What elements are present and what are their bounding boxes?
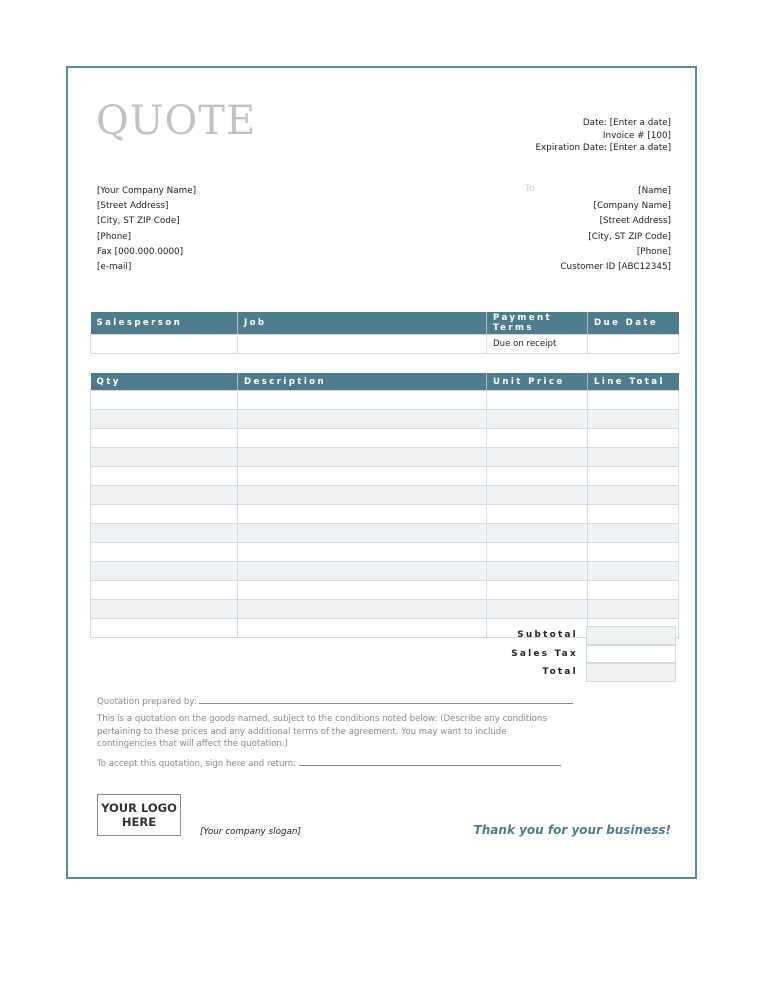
unit-price-cell[interactable] [487,562,588,581]
total-label: Total [542,667,578,678]
table-row [91,410,679,429]
header-payment-terms: Payment Terms [487,312,588,335]
unit-price-cell[interactable] [487,600,588,619]
sales-table-header [91,312,679,335]
description-cell[interactable] [238,391,487,410]
qty-cell[interactable] [91,600,238,619]
table-row [91,524,679,543]
table-row [91,391,679,410]
unit-price-cell[interactable] [487,524,588,543]
line-total-cell[interactable] [588,429,679,448]
table-row [91,562,679,581]
unit-price-cell[interactable] [487,505,588,524]
header-unit-price: Unit Price [487,373,588,391]
description-cell[interactable] [238,429,487,448]
company-city-field[interactable]: [City, ST ZIP Code] [97,216,180,227]
table-row [91,543,679,562]
unit-price-cell[interactable] [487,467,588,486]
prepared-by-label: Quotation prepared by: [97,697,197,707]
line-total-cell[interactable] [588,505,679,524]
header-job: Job [238,312,487,335]
qty-cell[interactable] [91,429,238,448]
accept-line [97,757,561,769]
qty-cell[interactable] [91,391,238,410]
line-total-cell[interactable] [588,448,679,467]
qty-cell[interactable] [91,467,238,486]
table-row [91,429,679,448]
sales-tax-value[interactable] [586,645,676,664]
quote-meta [535,117,671,155]
qty-cell[interactable] [91,562,238,581]
due-date-cell[interactable] [588,335,679,354]
description-cell[interactable] [238,410,487,429]
document-title: QUOTE [96,98,257,144]
description-cell[interactable] [238,524,487,543]
company-name-field[interactable]: [Your Company Name] [97,186,197,196]
unit-price-cell[interactable] [487,581,588,600]
line-total-cell[interactable] [588,543,679,562]
logo-placeholder[interactable] [97,794,181,836]
header-qty: Qty [91,373,238,391]
logo-text-line2: HERE [121,815,157,829]
description-cell[interactable] [238,581,487,600]
line-total-cell[interactable] [588,410,679,429]
totals-block [486,626,678,682]
items-table [90,373,679,641]
company-slogan[interactable]: [Your company slogan] [200,827,301,837]
description-cell[interactable] [238,562,487,581]
customer-phone-field[interactable]: [Phone] [636,246,671,257]
description-cell[interactable] [238,543,487,562]
customer-id-field[interactable]: Customer ID [ABC12345] [560,262,671,273]
company-street-field[interactable]: [Street Address] [97,201,169,212]
line-total-cell[interactable] [588,486,679,505]
table-row [91,486,679,505]
prepared-by-signature-line[interactable] [199,695,573,704]
sales-table [90,312,679,354]
qty-cell[interactable] [91,486,238,505]
customer-name-field[interactable]: [Name] [638,186,671,196]
table-row [91,581,679,600]
payment-terms-cell[interactable]: Due on receipt [487,335,588,354]
customer-company-field[interactable]: [Company Name] [593,201,671,212]
qty-cell[interactable] [91,581,238,600]
unit-price-cell[interactable] [487,429,588,448]
thank-you-message: Thank you for your business! [473,823,671,837]
header-due-date: Due Date [588,312,679,335]
customer-info [560,184,671,275]
job-cell[interactable] [238,335,487,354]
qty-cell[interactable] [91,505,238,524]
line-total-cell[interactable] [588,581,679,600]
invoice-number-field[interactable]: Invoice # [100] [602,130,671,141]
line-total-cell[interactable] [588,600,679,619]
accept-signature-line[interactable] [299,757,561,766]
unit-price-cell[interactable] [487,410,588,429]
company-phone-field[interactable]: [Phone] [97,231,132,242]
description-cell[interactable] [238,448,487,467]
unit-price-cell[interactable] [487,486,588,505]
prepared-by-line [97,695,573,707]
date-field[interactable]: Date: [Enter a date] [582,118,671,128]
table-row [91,448,679,467]
sales-tax-row [486,645,678,664]
line-total-cell[interactable] [588,467,679,486]
company-fax-field[interactable]: Fax [000.000.0000] [97,246,184,257]
total-value[interactable] [586,663,676,682]
description-cell[interactable] [238,619,487,638]
unit-price-cell[interactable] [487,543,588,562]
sales-table-row [91,335,679,354]
expiration-date-field[interactable]: Expiration Date: [Enter a date] [535,143,671,153]
company-email-field[interactable]: [e-mail] [97,262,132,273]
logo-text-line1: YOUR LOGO [101,801,177,815]
qty-cell[interactable] [91,524,238,543]
line-total-cell[interactable] [588,562,679,581]
header-description: Description [238,373,487,391]
header-salesperson: Salesperson [91,312,238,335]
salesperson-cell[interactable] [91,335,238,354]
subtotal-value[interactable] [586,626,676,645]
customer-street-field[interactable]: [Street Address] [599,216,671,227]
qty-cell[interactable] [91,543,238,562]
terms-text: This is a quotation on the goods named, subject to the conditions noted below: (Describe any conditions pertaining to these prices and any additional terms of the agreement. You may want to include contingencies that will affect the quotation.) [97,714,547,749]
table-row [91,505,679,524]
sales-tax-label: Sales Tax [511,648,578,659]
to-label: To [525,184,535,194]
description-cell[interactable] [238,467,487,486]
subtotal-label: Subtotal [517,630,578,641]
table-row [91,467,679,486]
qty-cell[interactable] [91,448,238,467]
description-cell[interactable] [238,505,487,524]
line-total-cell[interactable] [588,524,679,543]
description-cell[interactable] [238,486,487,505]
accept-label: To accept this quotation, sign here and return: [97,759,297,769]
header-line-total: Line Total [588,373,679,391]
unit-price-cell[interactable] [487,448,588,467]
line-total-cell[interactable] [588,391,679,410]
customer-city-field[interactable]: [City, ST ZIP Code] [588,231,671,242]
description-cell[interactable] [238,600,487,619]
total-row [486,663,678,682]
qty-cell[interactable] [91,410,238,429]
subtotal-row [486,626,678,645]
company-info [97,184,196,275]
table-row [91,600,679,619]
qty-cell[interactable] [91,619,238,638]
items-table-header [91,373,679,391]
unit-price-cell[interactable] [487,391,588,410]
